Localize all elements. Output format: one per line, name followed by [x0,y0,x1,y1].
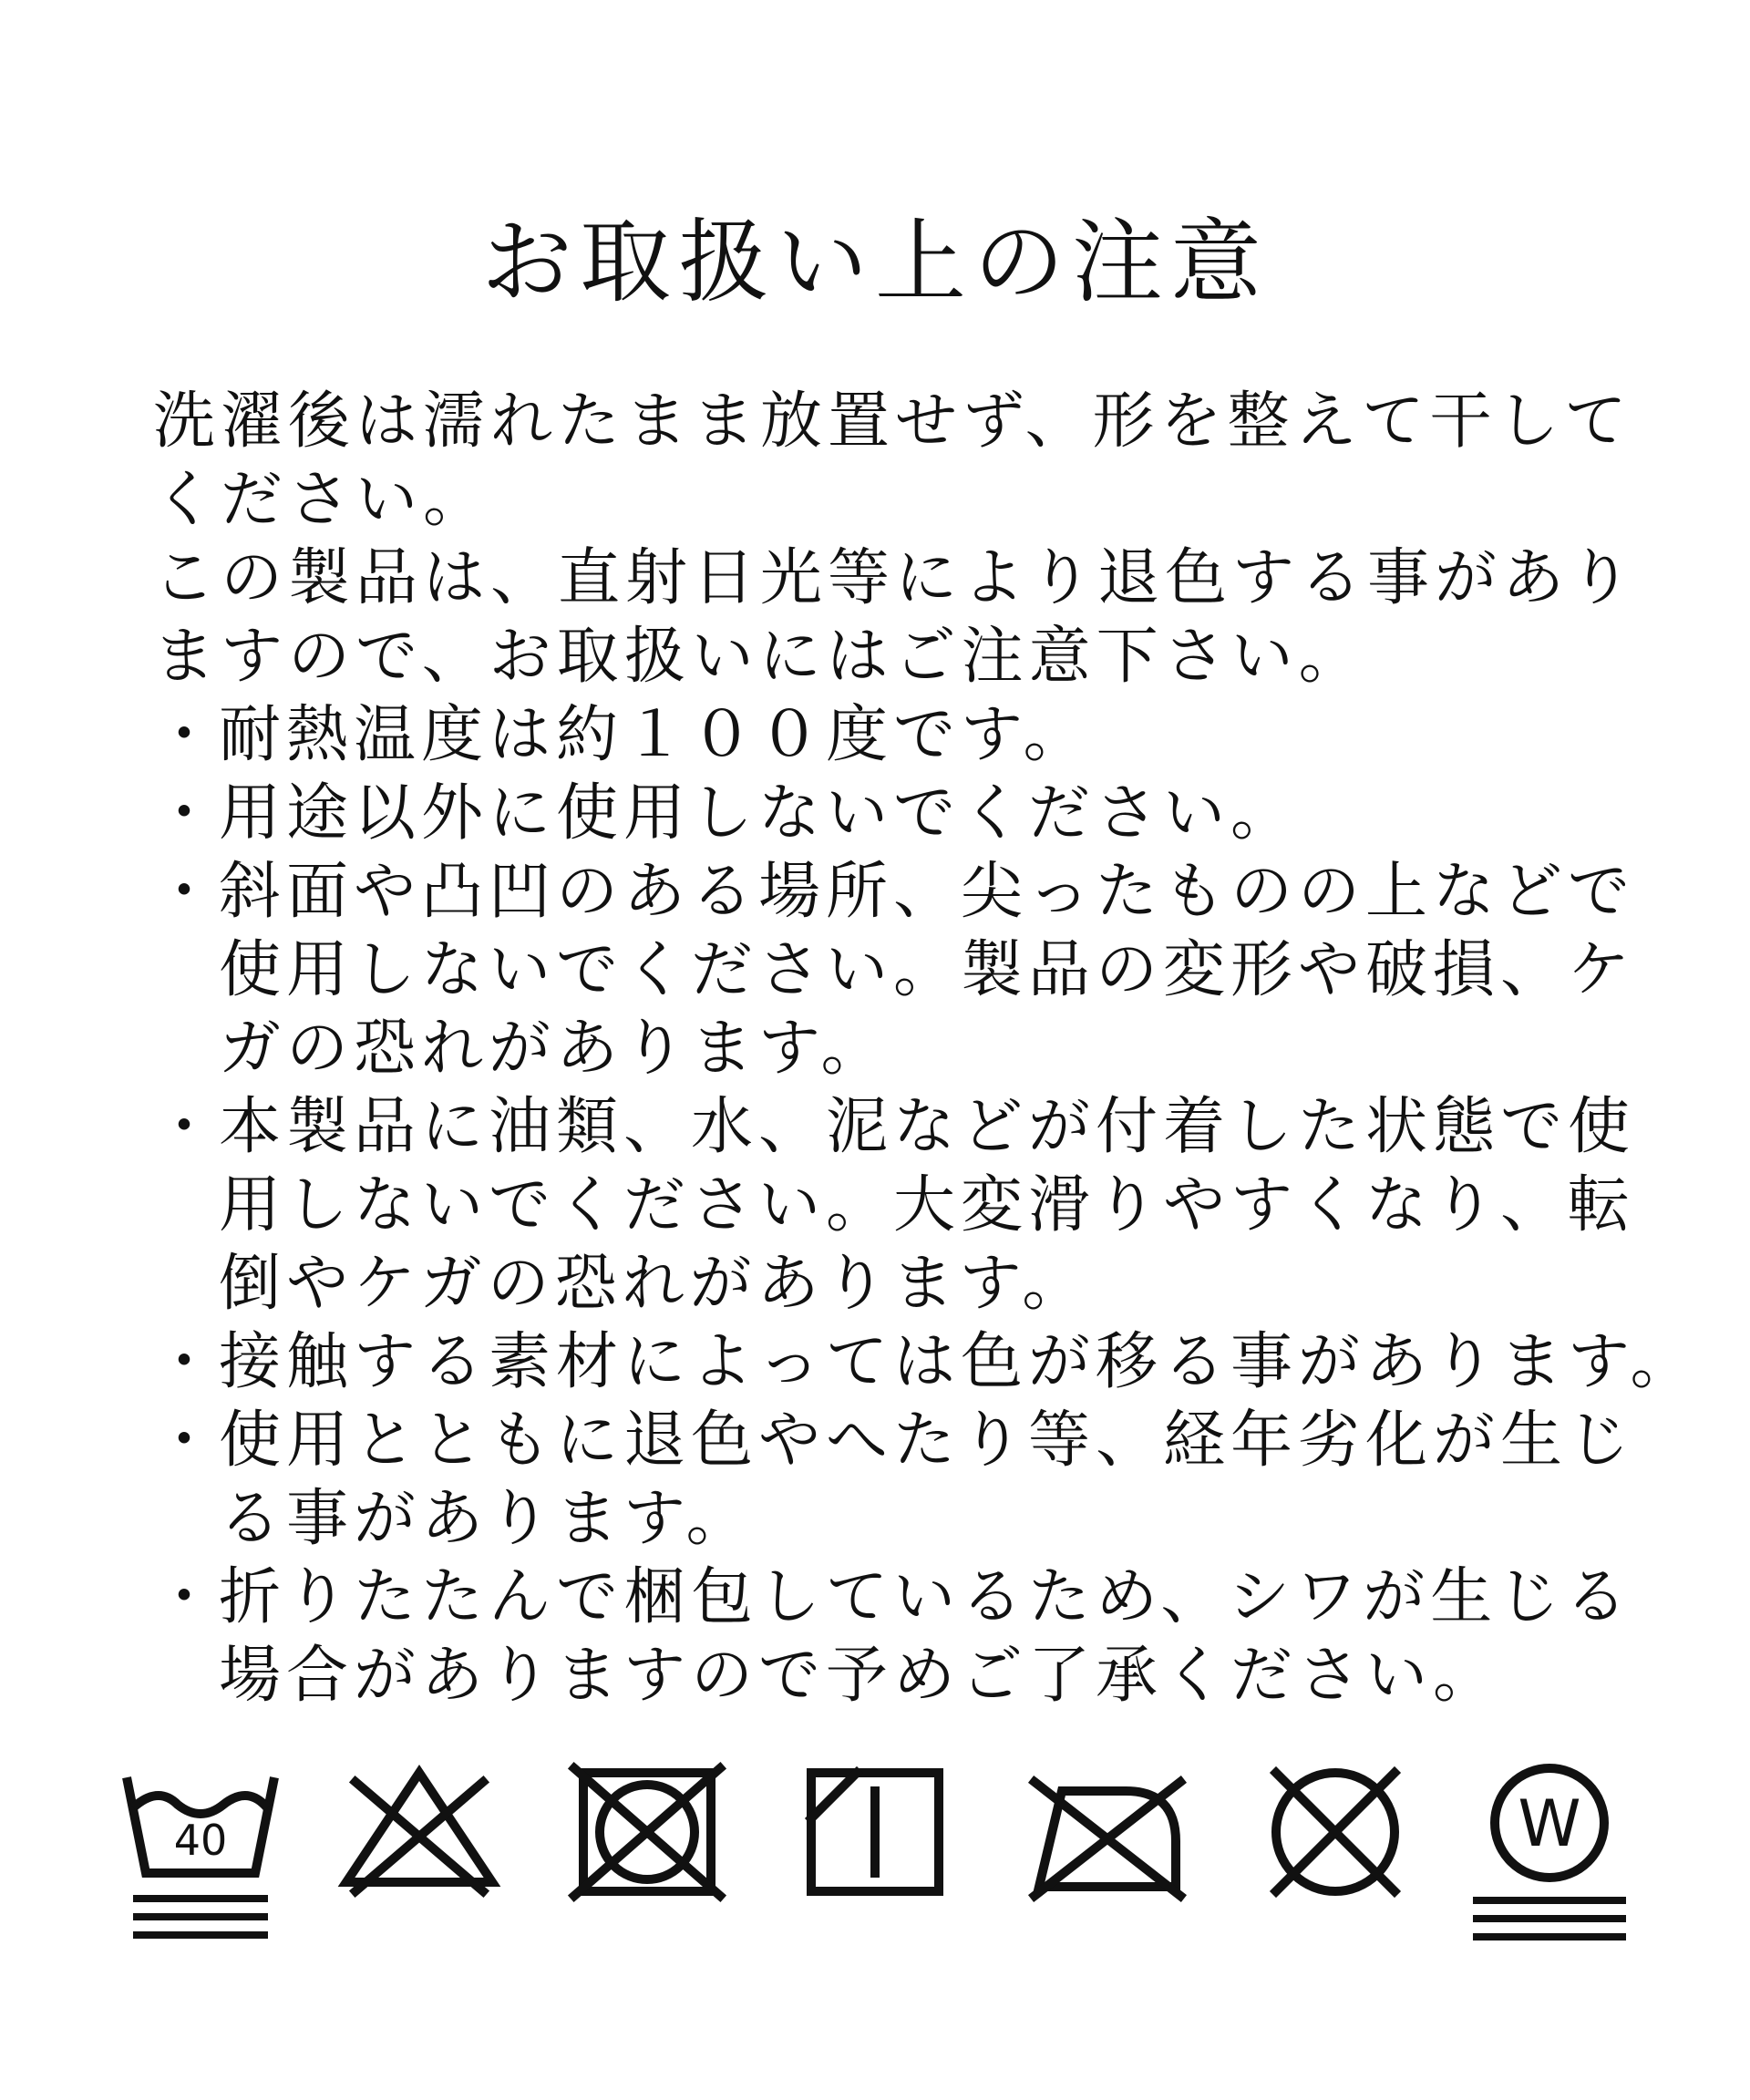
bullet-item [153,696,1648,775]
do-not-tumble-dry-icon [565,1755,729,1964]
line-dry-icon [793,1755,957,1964]
wash-40-very-gentle-icon [118,1755,283,1964]
bullet-item [153,1402,1648,1559]
text-line: 用途以外に使用しないでください。 [219,777,1299,849]
text-line: ガの恐れがあります。 [219,1013,889,1085]
wash-temperature-label: 40 [173,1816,228,1865]
text-line: 場合がありますので予めご了承ください。 [219,1640,1501,1712]
bullet-item [153,853,1648,1088]
bullet-item [153,775,1648,853]
bullet-mark: ・ [153,1405,221,1477]
text-line: ますので、お取扱いにはご注意下さい。 [153,621,1366,693]
care-symbols [118,1755,1632,1973]
text-line: 倒やケガの恐れがあります。 [219,1248,1090,1320]
text-line: 洗濯後は濡れたまま放置せず、形を整えて干して [153,386,1632,458]
wet-clean-label: W [1518,1786,1581,1861]
bullet-item [153,1088,1648,1323]
bullet-mark: ・ [153,1326,221,1398]
do-not-bleach-icon [337,1755,501,1964]
text-line: この製品は、直射日光等により退色する事があり [153,542,1638,614]
intro-paragraph [153,383,1648,540]
text-line: 斜面や凸凹のある場所、尖ったものの上などで [219,856,1636,928]
text-line: 使用とともに退色やへたり等、経年劣化が生じ [219,1405,1636,1477]
intro-paragraph [153,540,1648,696]
text-line: 用しないでください。大変滑りやすくなり、転 [219,1169,1636,1241]
bullet-mark: ・ [153,699,221,771]
text-line: ください。 [153,464,491,536]
wet-clean-very-gentle-icon [1467,1755,1632,1964]
bullet-mark: ・ [153,856,221,928]
page-title: お取扱い上の注意 [481,209,1269,315]
bullet-mark: ・ [153,1091,221,1163]
text-line: 接触する素材によっては色が移る事があります。 [219,1326,1698,1398]
bullet-item [153,1559,1648,1715]
text-line: る事があります。 [219,1483,754,1555]
bullet-mark: ・ [153,777,221,849]
do-not-dry-clean-icon [1253,1755,1417,1964]
text-line: 本製品に油類、水、泥などが付着した状態で使 [219,1091,1636,1163]
care-instructions [153,383,1698,1715]
bullet-mark: ・ [153,1561,221,1633]
text-line: 使用しないでください。製品の変形や破損、ケ [219,934,1636,1006]
bullet-item [153,1323,1698,1402]
do-not-iron-icon [1025,1755,1189,1964]
text-line: 耐熱温度は約１００度です。 [219,699,1091,771]
text-line: 折りたたんで梱包しているため、シワが生じる [219,1561,1633,1633]
